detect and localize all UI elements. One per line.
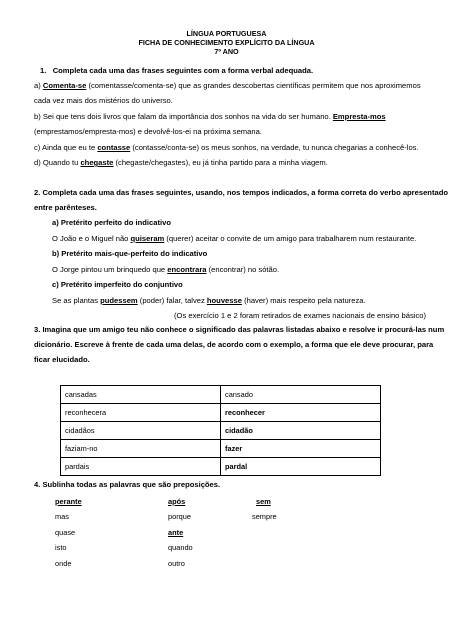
q1-b-line1 <box>34 111 426 122</box>
grade-label: 7º ANO <box>214 47 239 56</box>
word-cell: reconhecera <box>61 404 221 422</box>
word-cell: pardais <box>61 458 221 476</box>
word-option[interactable]: sem <box>256 497 271 506</box>
q2-c-middle: (poder) falar, talvez <box>137 296 207 305</box>
q2-a-prefix: O João e o Miguel não <box>52 234 131 243</box>
word-option[interactable]: quase <box>55 528 76 537</box>
q1-a-text: (comentasse/comenta-se) que as grandes descobertas científicas permitem que nos aproximemos <box>86 81 421 90</box>
q1-c-answer: contasse <box>97 143 131 152</box>
q1-c-line <box>34 142 426 153</box>
q1-d-line <box>34 157 426 168</box>
subject-title: LÍNGUA PORTUGUESA <box>186 29 267 38</box>
q2-c-answer2: houvesse <box>206 296 242 305</box>
q2-b-label: b) Pretérito mais-que-perfeito do indicativo <box>52 249 208 258</box>
q2-c-sentence <box>52 295 444 306</box>
word-option[interactable]: mas <box>55 512 69 521</box>
word-cell: cidadãos <box>61 422 221 440</box>
dictionary-form-cell: cidadão <box>221 422 381 440</box>
q1-b-answer: Empresta-mos <box>332 112 386 121</box>
q2-b-text: (encontrar) no sótão. <box>206 265 280 274</box>
table-row <box>61 458 381 476</box>
q1-d-prefix: d) Quando tu <box>34 158 81 167</box>
table-row <box>61 404 381 422</box>
q2-c-text: (haver) mais respeito pela natureza. <box>241 296 366 305</box>
q2-title-line2: entre parênteses. <box>34 203 97 212</box>
word-option[interactable]: após <box>168 497 186 506</box>
q2-b-prefix: O Jorge pintou um brinquedo que <box>52 265 168 274</box>
q4-title: 4. Sublinha todas as palavras que são preposições. <box>34 480 221 489</box>
q1-a-line2: cada vez mais dos mistérios do universo. <box>34 96 173 105</box>
q1-d-text: (chegaste/chegastes), eu já tinha partido para a minha viagem. <box>113 158 328 167</box>
word-option[interactable]: porque <box>168 512 192 521</box>
worksheet-title: FICHA DE CONHECIMENTO EXPLÍCITO DA LÍNGUA <box>138 38 315 47</box>
q1-d-answer: chegaste <box>80 158 114 167</box>
q2-a-answer: quiseram <box>130 234 165 243</box>
word-option[interactable]: outro <box>168 559 185 568</box>
table-row <box>61 440 381 458</box>
word-option[interactable]: isto <box>55 543 67 552</box>
q1-number: 1. <box>40 66 47 75</box>
word-cell: cansadas <box>61 386 221 404</box>
table-row <box>61 386 381 404</box>
word-option[interactable]: onde <box>55 559 72 568</box>
q2-b-answer: encontrara <box>167 265 207 274</box>
dictionary-form-cell: reconhecer <box>221 404 381 422</box>
q1-c-text: (contasse/conta-se) os meus sonhos, na verdade, tu nunca chegarias a conhecê-los. <box>130 143 419 152</box>
dictionary-form-cell: cansado <box>221 386 381 404</box>
q2-a-label: a) Pretérito perfeito do indicativo <box>52 218 171 227</box>
q2-a-text: (querer) aceitar o convite de um amigo para trabalharem num restaurante. <box>164 234 417 243</box>
word-option[interactable]: sempre <box>252 512 277 521</box>
table-row <box>61 422 381 440</box>
q2-c-answer1: pudessem <box>100 296 138 305</box>
q2-title-line1: 2. Completa cada uma das frases seguintes, usando, nos tempos indicados, a forma correta do verbo apresentado <box>34 188 448 197</box>
q2-b-sentence <box>52 264 444 275</box>
q2-c-label: c) Pretérito imperfeito do conjuntivo <box>52 280 183 289</box>
source-note: (Os exercício 1 e 2 foram retirados de exames nacionais de ensino básico) <box>174 311 426 320</box>
word-option[interactable]: quando <box>168 543 193 552</box>
dictionary-form-table <box>60 385 381 476</box>
q3-title-line2: dicionário. Escreve à frente de cada uma delas, de acordo com o exemplo, a forma que ele deve procurar, para <box>34 340 434 349</box>
q1-b-line2: (emprestamos/empresta-mos) e devolvê-los-ei na próxima semana. <box>34 127 262 136</box>
q1-b-text: b) Sei que tens dois livros que falam da importância dos sonhos na vida do ser humano. <box>34 112 333 121</box>
q1-a-line1 <box>34 80 426 91</box>
word-option[interactable]: ante <box>168 528 184 537</box>
q1-title <box>40 65 432 76</box>
q1-c-prefix: c) Ainda que eu te <box>34 143 98 152</box>
q1-a-answer: Comenta-se <box>42 81 87 90</box>
dictionary-form-cell: fazer <box>221 440 381 458</box>
q1-a-prefix: a) <box>34 81 43 90</box>
dictionary-form-cell: pardal <box>221 458 381 476</box>
q3-title-line1: 3. Imagina que um amigo teu não conhece o significado das palavras listadas abaixo e resolve ir procurá-las num <box>34 325 445 334</box>
q2-c-prefix: Se as plantas <box>52 296 101 305</box>
q2-a-sentence <box>52 233 444 244</box>
q1-title-text: Completa cada uma das frases seguintes com a forma verbal adequada. <box>52 66 314 75</box>
word-option[interactable]: perante <box>55 497 82 506</box>
q3-title-line3: ficar elucidado. <box>34 355 90 364</box>
word-cell: faziam-no <box>61 440 221 458</box>
